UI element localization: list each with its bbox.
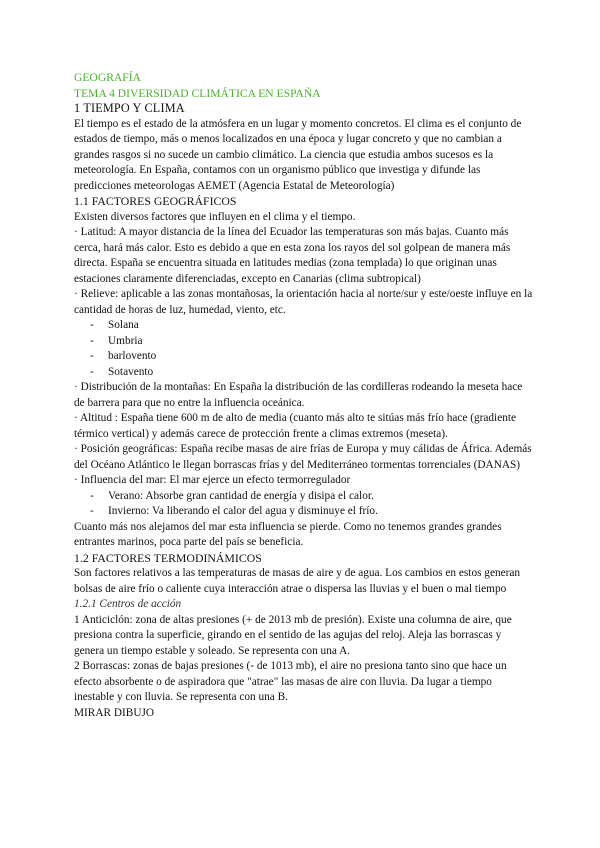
section-1-paragraph: El tiempo es el estado de la atmósfera en un lugar y momento concretos. El clima es el conjunto de estados de tiempo, más o menos localizados en una época y lugar concreto y que no cambian a grandes rasgos si no sucede un cambio climático. La ciencia que estudia ambos sucesos es la meteorología. En España, contamos con un organismo público que investiga y difunde las predicciones meteorologas AEMET (Agencia Estatal de Meteorología)	[74, 117, 522, 192]
factor-relieve: · Relieve: aplicable a las zonas montañosas, la orientación hacia al norte/sur y este/oeste influye en la cantidad de horas de luz, humedad, viento, etc.	[74, 288, 533, 316]
relieve-list	[74, 318, 534, 380]
list-item: - Umbria	[74, 334, 534, 350]
list-item: - Invierno: Va liberando el calor del agua y disminuye el frío.	[74, 504, 534, 520]
factor-latitud: · Latitud: A mayor distancia de la línea del Ecuador las temperaturas son más bajas. Cuanto más cerca, hará más calor. Esto es debido a que en esta zona los rayos del sol golpean de manera más directa. España se encuentra situada en latitudes medias (zona templada) lo que originan unas estaciones claramente diferenciadas, excepto en Canarias (clima subtropical)	[74, 226, 511, 285]
factor-distribucion: · Distribución de la montañas: En España la distribución de las cordilleras rodeando la meseta hace de barrera para que no entre la influencia oceánica.	[74, 381, 523, 409]
borrascas-paragraph: 2 Borrascas: zonas de bajas presiones (- de 1013 mb), el aire no presiona tanto sino que hace un efecto absorbente o de aspiradora que "atrae" las masas de aire con lluvia. Da lugar a tiempo inestable y con lluvia. Se representa con una B.	[74, 660, 507, 703]
section-1-2-heading: 1.2 FACTORES TERMODINÁMICOS	[74, 550, 262, 565]
topic-title: TEMA 4 DIVERSIDAD CLIMÁTICA EN ESPAÑA	[74, 86, 321, 100]
list-item: - Sotavento	[74, 365, 534, 381]
section-1-1-heading: 1.1 FACTORES GEOGRÁFICOS	[74, 194, 237, 208]
section-1-heading: 1 TIEMPO Y CLIMA	[74, 101, 185, 115]
list-item: - Solana	[74, 318, 534, 334]
factors-intro: Existen diversos factores que influyen en el clima y el tiempo.	[74, 210, 356, 223]
subject-title: GEOGRAFÍA	[74, 71, 141, 84]
list-item: - Verano: Absorbe gran cantidad de energía y disipa el calor.	[74, 489, 534, 505]
anticiclon-paragraph: 1 Anticiclón: zona de altas presiones (+ de 2013 mb de presión). Existe una columna de aire, que presiona contra la superficie, girando en el sentido de las agujas del reloj. Aleja las borrascas y genera un tiempo estable y soleado. Se representa con una A.	[74, 613, 512, 657]
section-1-2-1-heading: 1.2.1 Centros de acción	[74, 598, 182, 610]
section-1-2-paragraph: Son factores relativos a las temperaturas de masas de aire y de agua. Los cambios en estos generan bolsas de aire frío o caliente cuya interacción atrae o dispersa las lluvias y el buen o mal tiempo	[74, 567, 521, 595]
factor-altitud: · Altitud : España tiene 600 m de alto de media (cuanto más alto te sitúas más frío hace (gradiente térmico vertical) y además carece de protección frente a climas extremos (meseta).	[74, 412, 517, 440]
mar-list	[74, 489, 534, 520]
note-text: MIRAR DIBUJO	[74, 706, 155, 719]
mar-closing: Cuanto más nos alejamos del mar esta influencia se pierde. Como no tenemos grandes grandes entrantes marinos, poca parte del país se beneficia.	[74, 520, 502, 548]
factor-mar: · Influencia del mar: El mar ejerce un efecto termorregulador	[74, 474, 351, 486]
document-page	[74, 70, 534, 721]
list-item: - barlovento	[74, 349, 534, 365]
factor-posicion: · Posición geográficas: España recibe masas de aire frías de Europa y muy cálidas de África. Además del Océano Atlántico le llegan borrascas frías y del Mediterráneo tormentas torrenciales (DANAS)	[74, 443, 532, 471]
